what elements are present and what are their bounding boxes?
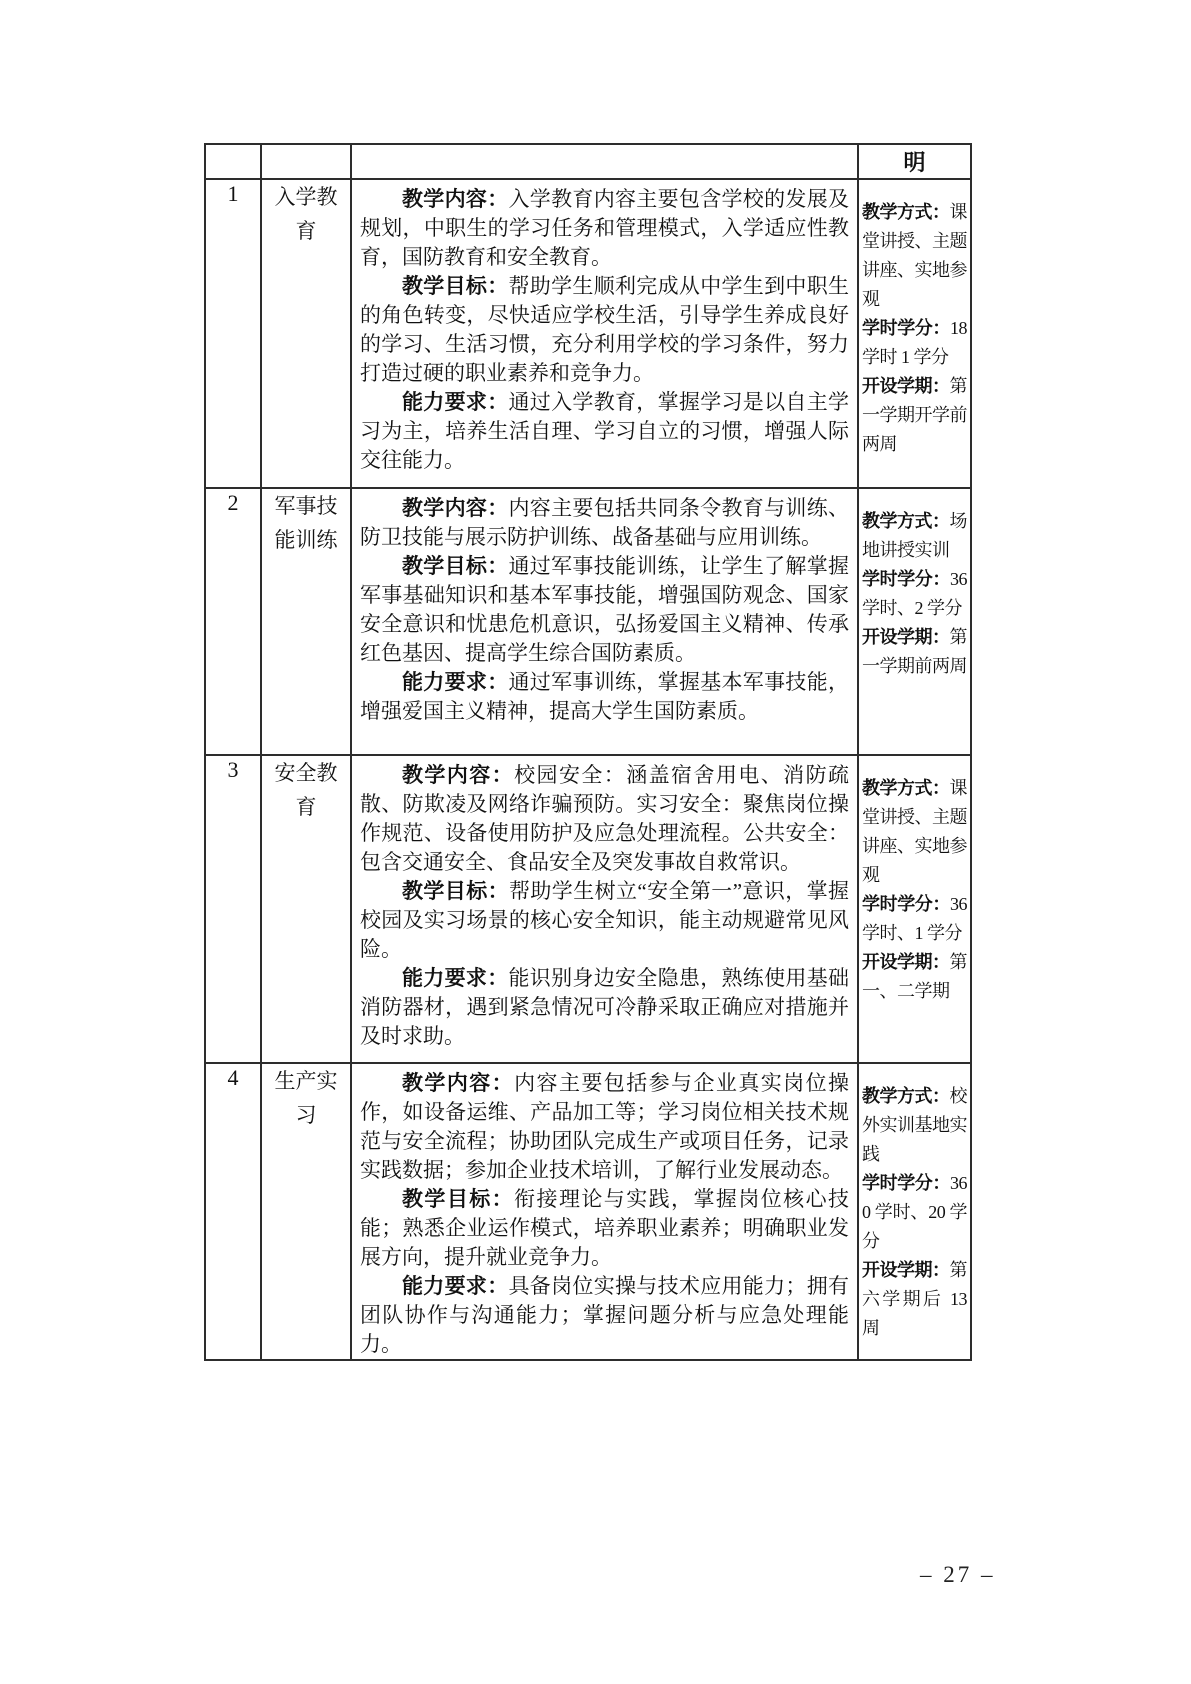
info-label: 学时学分： [862,318,950,338]
info-text: 第六学期后 13 周 [862,1260,967,1338]
paragraph-label: 教学目标： [402,275,509,298]
info-text: 课堂讲授、主题讲座、实地参观 [862,778,967,885]
info-text: 第一、二学期 [862,952,967,1001]
paragraph-text: 衔接理论与实践，掌握岗位核心技能；熟悉企业运作模式，培养职业素养；明确职业发展方向，提升就业竞争力。 [360,1187,850,1269]
paragraph-label: 能力要求： [402,967,509,990]
paragraph-text: 校园安全：涵盖宿舍用电、消防疏散、防欺凌及网络诈骗预防。实习安全：聚焦岗位操作规范、设备使用防护及应急处理流程。公共安全：包含交通安全、食品安全及突发事故自救常识。 [360,763,850,874]
info-label: 学时学分： [862,1173,950,1193]
paragraph-text: 入学教育内容主要包含学校的发展及规划，中职生的学习任务和管理模式，入学适应性教育，国防教育和安全教育。 [360,187,849,269]
paragraph-text: 通过入学教育，掌握学习是以自主学习为主，培养生活自理、学习自立的习惯，增强人际交往能力。 [360,390,849,472]
paragraph-label: 教学内容： [402,188,509,211]
table-row [205,1063,971,1360]
paragraph-label: 能力要求： [402,671,509,694]
paragraph-text: 帮助学生树立“安全第一”意识，掌握校园及实习场景的核心安全知识，能主动规避常见风险。 [360,879,850,961]
info-label: 学时学分： [862,569,950,589]
page-number: – 27 – [920,1562,996,1587]
info-text: 课堂讲授、主题讲座、实地参观 [862,202,967,309]
info-text: 36 学时、2 学分 [862,569,967,618]
info-label: 开设学期： [862,376,950,396]
paragraph-text: 帮助学生顺利完成从中学生到中职生的角色转变，尽快适应学校生活，引导学生养成良好的学习、生活习惯，充分利用学校的学习条件，努力打造过硬的职业素养和竞争力。 [360,274,849,385]
hours-credits-item [862,1169,967,1256]
paragraph-label: 能力要求： [402,1275,509,1298]
teaching-goal-paragraph [360,877,849,964]
paragraph-text: 通过军事训练，掌握基本军事技能，增强爱国主义精神，提高大学生国防素质。 [360,670,849,723]
course-content-cell [351,179,858,488]
course-name-cell [261,488,351,755]
course-name: 安全教育 [274,761,338,819]
teaching-method-item [862,1082,967,1169]
info-label: 学时学分： [862,894,950,914]
course-info-cell [858,1063,971,1360]
info-text: 第一学期开学前两周 [862,376,967,454]
info-text: 360 学时、20 学分 [862,1173,967,1251]
info-text: 场地讲授实训 [862,511,967,560]
course-name: 入学教育 [274,185,338,243]
course-content-cell [351,755,858,1063]
paragraph-label: 教学内容： [402,764,515,787]
paragraph-text: 通过军事技能训练，让学生了解掌握军事基础知识和基本军事技能，增强国防观念、国家安全意识和忧患危机意识，弘扬爱国主义精神、传承红色基因、提高学生综合国防素质。 [360,554,849,665]
teaching-content-paragraph [360,185,849,272]
info-text: 第一学期前两周 [862,627,967,676]
semester-item [862,623,967,681]
course-content-cell [351,1063,858,1360]
ability-requirement-paragraph [360,964,849,1051]
course-name-cell [261,179,351,488]
paragraph-label: 能力要求： [402,391,509,414]
paragraph-label: 教学内容： [402,497,509,520]
info-text: 36 学时、1 学分 [862,894,967,943]
teaching-method-item [862,198,967,314]
header-cell-empty-3 [351,144,858,179]
info-label: 教学方式： [862,511,950,531]
course-info-cell [858,755,971,1063]
ability-requirement-paragraph [360,1272,849,1359]
row-number: 2 [205,488,261,755]
teaching-content-paragraph [360,761,849,877]
table-header-row [205,144,971,179]
paragraph-label: 教学目标： [402,880,509,903]
info-label: 教学方式： [862,1086,950,1106]
info-label: 开设学期： [862,1260,950,1280]
paragraph-text: 内容主要包括共同条令教育与训练、防卫技能与展示防护训练、战备基础与应用训练。 [360,496,849,549]
row-number: 1 [205,179,261,488]
semester-item [862,948,967,1006]
semester-item [862,372,967,459]
hours-credits-item [862,314,967,372]
teaching-method-item [862,774,967,890]
course-name: 生产实习 [274,1069,338,1127]
hours-credits-item [862,565,967,623]
course-content-cell [351,488,858,755]
ability-requirement-paragraph [360,388,849,475]
paragraph-text: 能识别身边安全隐患，熟练使用基础消防器材，遇到紧急情况可冷静采取正确应对措施并及时求助。 [360,966,849,1048]
header-cell-empty-1 [205,144,261,179]
info-label: 开设学期： [862,627,950,647]
teaching-method-item [862,507,967,565]
course-info-cell [858,488,971,755]
course-name-cell [261,755,351,1063]
ability-requirement-paragraph [360,668,849,726]
row-number: 3 [205,755,261,1063]
teaching-content-paragraph [360,1069,849,1185]
course-table [204,143,972,1361]
paragraph-label: 教学目标： [402,555,509,578]
table-row [205,179,971,488]
hours-credits-item [862,890,967,948]
paragraph-text: 内容主要包括参与企业真实岗位操作，如设备运维、产品加工等；学习岗位相关技术规范与安全流程；协助团队完成生产或项目任务，记录实践数据；参加企业技术培训，了解行业发展动态。 [360,1071,850,1182]
course-info-cell [858,179,971,488]
info-label: 教学方式： [862,778,950,798]
header-note-fragment: 明 [858,144,971,179]
semester-item [862,1256,967,1343]
info-text: 校外实训基地实践 [862,1086,967,1164]
header-cell-empty-2 [261,144,351,179]
info-text: 18 学时 1 学分 [862,318,967,367]
row-number: 4 [205,1063,261,1360]
course-name: 军事技能训练 [274,494,338,552]
teaching-goal-paragraph [360,272,849,388]
paragraph-label: 教学目标： [402,1188,515,1211]
paragraph-label: 教学内容： [402,1072,515,1095]
paragraph-text: 具备岗位实操与技术应用能力；拥有团队协作与沟通能力；掌握问题分析与应急处理能力。 [360,1274,849,1356]
teaching-goal-paragraph [360,552,849,668]
info-label: 教学方式： [862,202,950,222]
teaching-content-paragraph [360,494,849,552]
course-name-cell [261,1063,351,1360]
teaching-goal-paragraph [360,1185,849,1272]
info-label: 开设学期： [862,952,950,972]
table-row [205,488,971,755]
table-row [205,755,971,1063]
